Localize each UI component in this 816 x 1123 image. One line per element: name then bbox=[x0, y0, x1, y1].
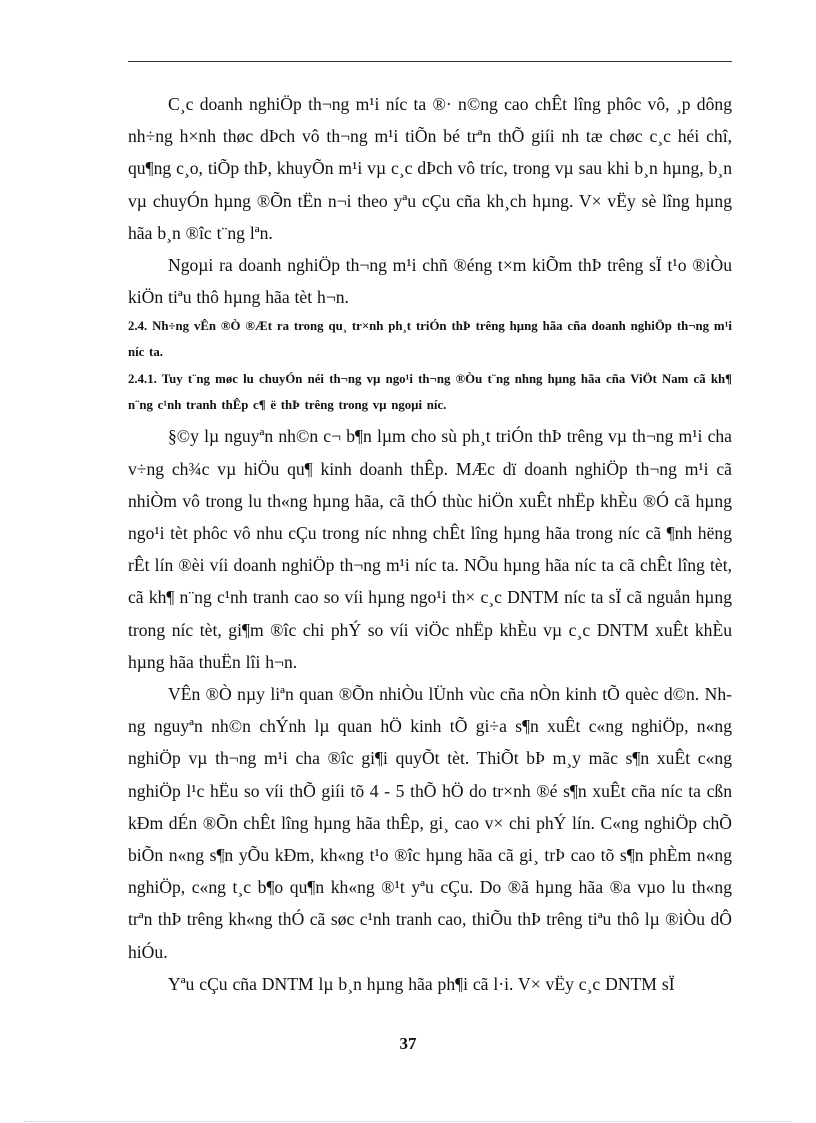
section-heading: 2.4. Nh÷ng vÊn ®Ò ®Æt ra trong qu¸ tr×nh ph¸t triÓn thÞ trêng hµng hãa cña doanh nghiÖp th¬ng m¹i níc ta. bbox=[128, 319, 732, 359]
paragraph: VÊn ®Ò nµy liªn quan ®Õn nhiÒu lÜnh vùc cña nÒn kinh tÕ quèc d©n. Nhng nguyªn nh©n chÝnh lµ quan hÖ kinh tÕ gi÷a s¶n xuÊt c«ng nghiÖp, n«ng nghiÖp vµ th¬ng m¹i cha ®îc gi¶i quyÕt tèt. ThiÕt bÞ m¸y mãc s¶n xuÊt c«ng nghiÖp l¹c hËu so víi thÕ giíi tõ 4 - 5 thÕ hÖ do tr×nh ®é s¶n xuÊt cña níc ta cßn kÐm dÉn ®Õn chÊt lîng hµng hãa thÊp, gi¸ cao v× chi phÝ lín. C«ng nghiÖp chÕ biÕn n«ng s¶n yÕu kÐm, kh«ng t¹o ®îc hµng hãa cã gi¸ trÞ cao tõ s¶n phÈm n«ng nghiÖp, c«ng t¸c b¶o qu¶n kh«ng ®¹t yªu cÇu. Do ®ã hµng hãa ®a vµo lu th«ng trªn thÞ trêng kh«ng thÓ cã søc c¹nh tranh cao, thiÕu thÞ trêng tiªu thô lµ ®iÒu dÔ hiÓu. bbox=[128, 684, 732, 962]
page-bottom-border bbox=[24, 1121, 792, 1122]
paragraph: Yªu cÇu cña DNTM lµ b¸n hµng hãa ph¶i cã l·i. V× vËy c¸c DNTM sÏ bbox=[168, 973, 675, 994]
paragraph: C¸c doanh nghiÖp th¬ng m¹i níc ta ®· n©ng cao chÊt lîng phôc vô, ¸p dông nh÷ng h×nh thøc dÞch vô th¬ng m¹i tiÕn bé trªn thÕ giíi nh tæ chøc c¸c héi chî, qu¶ng c¸o, tiÕp thÞ, khuyÕn m¹i vµ c¸c dÞch vô tríc, trong vµ sau khi b¸n hµng, b¸n vµ chuyÓn hµng ®Õn tËn n¬i theo yªu cÇu cña kh¸ch hµng. V× vËy sè lîng hµng hãa b¸n ®îc t¨ng lªn. bbox=[128, 94, 732, 243]
paragraph: Ngoµi ra doanh nghiÖp th¬ng m¹i chñ ®éng t×m kiÕm thÞ trêng sÏ t¹o ®iÒu kiÖn tiªu thô hµng hãa tèt h¬n. bbox=[128, 255, 732, 308]
header-rule bbox=[128, 61, 732, 62]
page-body bbox=[128, 88, 732, 1000]
subsection-heading: 2.4.1. Tuy t¨ng møc lu chuyÓn néi th¬ng vµ ngo¹i th¬ng ®Òu t¨ng nhng hµng hãa cña ViÖt Nam cã kh¶ n¨ng c¹nh tranh thÊp c¶ ë thÞ trêng trong vµ ngoµi níc. bbox=[128, 372, 732, 412]
page-number: 37 bbox=[399, 1034, 417, 1053]
paragraph: §©y lµ nguyªn nh©n c¬ b¶n lµm cho sù ph¸t triÓn thÞ trêng vµ th¬ng m¹i cha v÷ng ch¾c vµ hiÖu qu¶ kinh doanh thÊp. MÆc dï doanh nghiÖp th¬ng m¹i cã nhiÒm vô trong lu th«ng hµng hãa, cã thÓ thùc hiÖn xuÊt nhËp khÈu ®Ó cã hµng ngo¹i tèt phôc vô nhu cÇu trong níc nhng chÊt lîng hµng hãa trong níc cã ¶nh hëng rÊt lín ®èi víi doanh nghiÖp th¬ng m¹i níc ta. NÕu hµng hãa níc ta cã chÊt lîng tèt, cã kh¶ n¨ng c¹nh tranh cao so víi hµng ngo¹i th× c¸c DNTM níc ta sÏ cã nguån hµng trong níc tèt, gi¶m ®îc chi phÝ so víi viÖc nhËp khÈu vµ c¸c DNTM xuÊt khÈu hµng hãa thuËn lîi h¬n. bbox=[128, 426, 732, 672]
